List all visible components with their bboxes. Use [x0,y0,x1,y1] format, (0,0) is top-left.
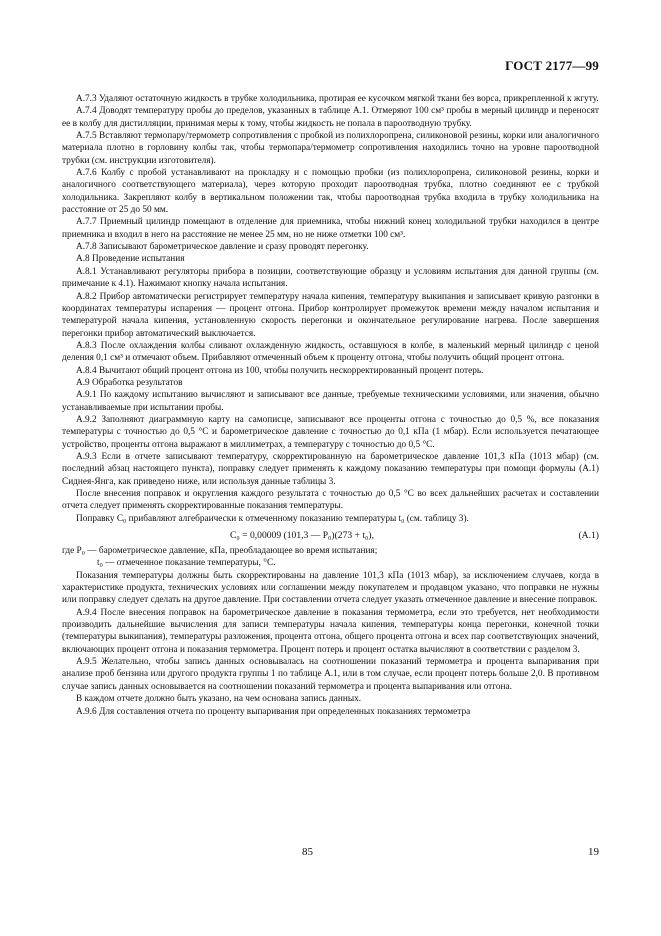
where-line-p0: где P₀ — барометрическое давление, кПа, преобладающее во время испытания; [62,546,378,557]
paragraph-a-7-4: А.7.4 Доводят температуру пробы до пределов, указанных в таблице А.1. Отмеряют 100 см³ пробы в мерный цилиндр и переносят ее в колбу для дистилляции, принимая меры к тому, чтобы жидкость не попала в пароотводную трубку. [62,106,599,129]
paragraph-report-basis: В каждом отчете должно быть указано, на чем основана запись данных. [76,694,362,705]
paragraph-a-9-6: А.9.6 Для составления отчета по проценту выпаривания при определенных показаниях термометра [76,706,471,717]
paragraph-correction-c0: Поправку C₀ прибавляют алгебраически к отмеченному показанию температуры t₀ (см. таблицу 3). [76,513,469,524]
formula-a-1 [62,528,599,544]
section-heading-a-9: А.9 Обработка результатов [76,377,183,388]
section-heading-a-8: А.8 Проведение испытания [76,254,185,265]
paragraph-a-7-6: А.7.6 Колбу с пробой устанавливают на прокладку и с помощью пробки (из полихлоропрена, силиконовой резины, корки и аналогичного соответствующего материала), через которую проходит пароотводная трубка, плотно соединяют ее с трубкой холодильника. Закрепляют колбу в вертикальном положении так, чтобы пароотводная трубка входила в трубку холодильника на расстояние от 25 до 50 мм. [62,168,599,216]
formula-number: (А.1) [578,530,599,542]
formula-expression: C₀ = 0,00009 (101,3 — P₀)(273 + t₀), [230,530,374,542]
paragraph-a-8-4: А.8.4 Вычитают общий процент отгона из 100, чтобы получить нескорректированный процент потерь. [76,365,484,376]
paragraph-pressure-correction: Показания температуры должны быть скорректированы на давление 101,3 кПа (1013 мбар), за исключением случаев, когда в характеристике продукта, технических условиях или соглашении между покупателем и продавцом указано, что поправки не нужны или поправку следует сделать на другое давление. При составлении отчета следует указать отмеченное давление и внесение поправок. [62,570,599,606]
paragraph-a-8-1: А.8.1 Устанавливают регуляторы прибора в позиции, соответствующие образцу и условиям испытания для данной группы (см. примечание к 4.1). Нажимают кнопку начала испытания. [62,266,599,290]
document-code: ГОСТ 2177—99 [505,58,599,73]
paragraph-after-corrections: После внесения поправок и округления каждого результата с точностью до 0,5 °С во всех дальнейших расчетах и составлении отчета следует применять скорректированные показания температуры. [62,489,599,512]
paragraph-a-7-7: А.7.7 Приемный цилиндр помещают в отделение для приемника, чтобы нижний конец холодильной трубки находился в центре приемника и входил в него на расстояние не менее 25 мм, но не ниже отметки 100 см³. [62,217,599,240]
page-number-center: 85 [302,846,313,858]
paragraph-a-7-5: А.7.5 Вставляют термопару/термометр сопротивления с пробкой из полихлоропрена, силиконовой резины, корки или аналогичного материала плотно в горловину колбы так, чтобы термопара/термометр сопротивления находились точно на уровне пароотводной трубки (см. инструкции изготовителя). [62,131,599,166]
paragraph-a-9-1: А.9.1 По каждому испытанию вычисляют и записывают все данные, требуемые техническими условиями, или значения, обычно устанавливаемые при испытании пробы. [62,390,599,413]
paragraph-a-8-3: А.8.3 После охлаждения колбы сливают охлажденную жидкость, оставшуюся в колбе, в маленький мерный цилиндр с ценой деления 0,1 см³ и отмечают объем. Прибавляют отмеченный объем к проценту отгона, чтобы получить общий процент отгона. [62,340,599,364]
paragraph-a-9-4: А.9.4 После внесения поправок на барометрическое давление в показания термометра, если это требуется, нет необходимости производить дальнейшие вычисления для записи температуры начала кипения, температуры конца перегонки, конечной точки (температуры выкипания), температуры разложения, процента отгона, общего процента отгона и всех пар соответствующих значений, включающих процент отгона и показания термометра. Процент потерь и процент остатка вычисляют в соответствии с разделом 3. [62,607,599,655]
paragraph-a-9-2: А.9.2 Заполняют диаграммную карту на самописце, записывают все проценты отгона с точностью до 0,5 %, все показания температуры с точностью до 0,5 °С и барометрическое давление с точностью до 0,1 кПа (1 мбар). Если используется печатающее устройство, проценты отгона выражают в миллиметрах, а температуру с точностью до 0,5 °С. [62,414,599,450]
paragraph-a-9-3: А.9.3 Если в отчете записывают температуру, скорректированную на барометрическое давление 101,3 кПа (1013 мбар) (см. последний абзац настоящего пункта), поправку следует применять к каждому показанию температуры при помощи формулы (А.1) Сиднея-Янга, как приведено ниже, или используя данные таблицы 3. [62,451,599,487]
document-body [62,93,599,718]
paragraph-a-7-8: А.7.8 Записывают барометрическое давление и сразу проводят перегонку. [76,242,369,253]
where-line-t0: t₀ — отмеченное показание температуры, °С. [97,558,276,569]
page-number-right: 19 [588,846,599,858]
paragraph-a-9-5: А.9.5 Желательно, чтобы запись данных основывалась на соотношении показаний термометра и процента выпаривания при анализе проб бензина или другого продукта группы 1 по таблице А.1, или в том случае, если процент потерь больше 2,0. В противном случае запись данных основывается на соотношении показаний термометра и процента выпаривания или отгона. [62,657,599,692]
paragraph-a-8-2: А.8.2 Прибор автоматически регистрирует температуру начала кипения, температуру выкипания и записывает кривую разгонки в координатах температуры испарения — процент отгона. Прибор контролирует промежуток времени между началом испытания и температурой начала кипения, установленную скорость перегонки и окончательное регулирование нагрева. После завершения перегонки прибор автоматический выключается. [62,291,599,339]
paragraph-a-7-3: А.7.3 Удаляют остаточную жидкость в трубке холодильника, протирая ее кусочком мягкой ткани без ворса, прикрепленной к жгуту. [76,94,599,104]
